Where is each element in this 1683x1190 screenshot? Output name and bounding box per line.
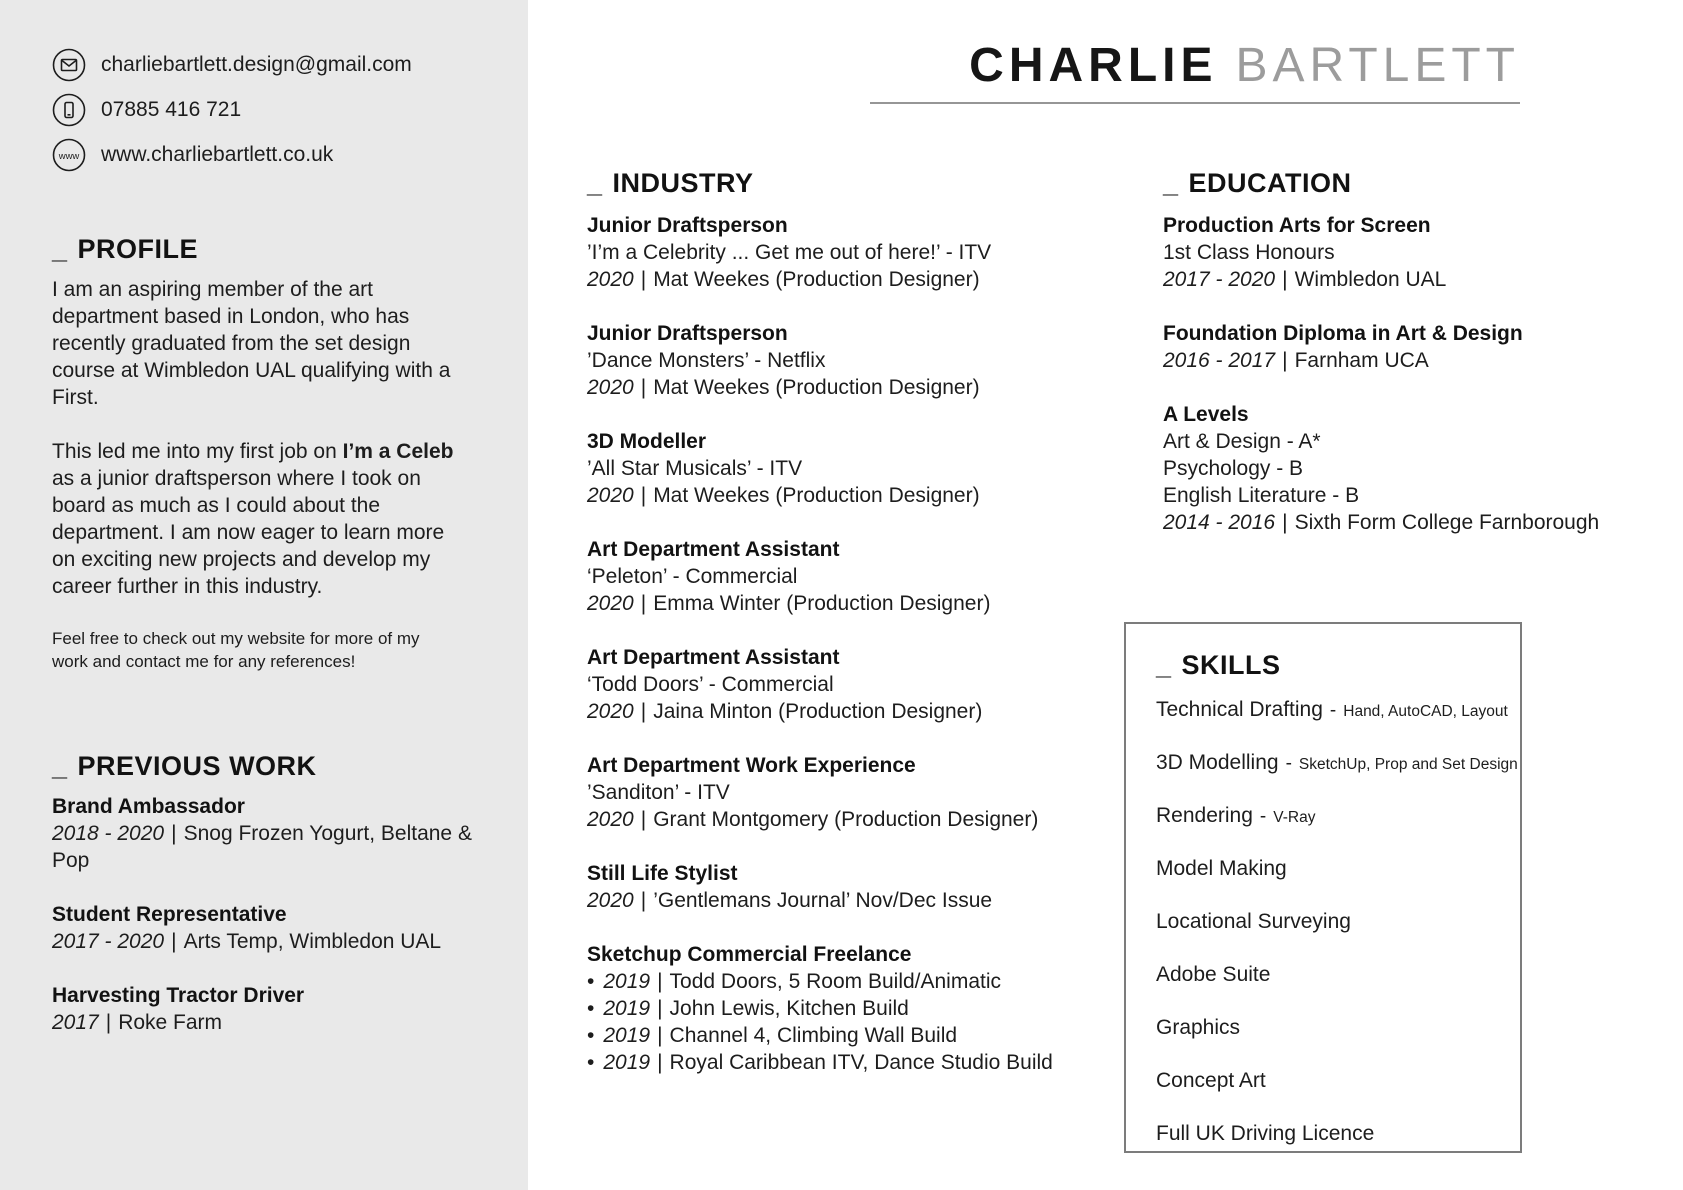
education-item [1163,320,1683,374]
credit-line [587,266,1087,293]
profile-section [52,234,484,673]
skill-item [1156,802,1520,831]
skill-detail: Hand, AutoCAD, Layout [1343,703,1508,720]
production-line: ‘Peleton’ - Commercial [587,565,798,588]
job-role: Student Representative [52,903,287,926]
credit-line [587,590,1087,617]
industry-item [587,644,1087,725]
production-line: ’Sanditon’ - ITV [587,781,730,804]
profile-para2-text: This led me into my first job on [52,440,343,463]
job-detail-line [52,1009,484,1036]
skill-detail: V-Ray [1273,809,1316,826]
job-year: 2019 [603,997,651,1020]
pipe-divider: | [640,484,647,507]
freelance-line [587,968,1087,995]
freelance-detail: Channel 4, Climbing Wall Build [669,1024,958,1047]
job-years: 2018 - 2020 [52,822,165,845]
skill-name: Graphics [1156,1016,1241,1039]
previous-work-title: PREVIOUS WORK [77,751,317,781]
pipe-divider: | [1282,349,1288,372]
freelance-detail: John Lewis, Kitchen Build [669,997,909,1020]
www-icon [52,138,86,172]
industry-item [587,860,1087,914]
industry-item [587,212,1087,293]
credit-line [587,887,1087,914]
institution: Sixth Form College Farnborough [1294,511,1600,534]
dash-divider: - [1259,806,1267,827]
sidebar [0,0,528,1190]
industry-item [587,320,1087,401]
contact-phone[interactable]: 07885 416 721 [101,98,242,121]
institution-line [1163,347,1683,374]
skill-detail: SketchUp, Prop and Set Design [1298,756,1518,773]
subject-line: Psychology - B [1163,457,1304,480]
skill-item [1156,961,1520,990]
job-credit: Grant Montgomery (Production Designer) [653,808,1039,831]
job-role: Harvesting Tractor Driver [52,984,305,1007]
industry-heading [587,168,1087,198]
skill-item [1156,1120,1520,1149]
job-credit: Emma Winter (Production Designer) [653,592,991,615]
freelance-line [587,1022,1087,1049]
job-role: Junior Draftsperson [587,214,788,237]
job-credit: Mat Weekes (Production Designer) [653,376,980,399]
skills-heading [1156,650,1520,680]
pipe-divider: | [640,376,647,399]
production-line: ‘Todd Doors’ - Commercial [587,673,834,696]
industry-item [587,428,1087,509]
job-org: Arts Temp, Wimbledon UAL [183,930,442,953]
job-role: Junior Draftsperson [587,322,788,345]
institution-line [1163,266,1683,293]
freelance-line [587,1049,1087,1076]
page-title [870,38,1520,94]
job-role: Art Department Work Experience [587,754,916,777]
dash-divider: - [1329,700,1337,721]
credit-line [587,698,1087,725]
bullet-icon: • [587,1024,595,1047]
job-credit: ’Gentlemans Journal’ Nov/Dec Issue [653,889,993,912]
previous-work-item [52,982,484,1036]
credit-line [587,482,1087,509]
job-year: 2019 [603,1051,651,1074]
qualification: Production Arts for Screen [1163,214,1431,237]
job-year: 2020 [587,268,634,291]
job-years: 2017 [52,1011,99,1034]
skill-name: Adobe Suite [1156,963,1271,986]
skill-item [1156,855,1520,884]
pipe-divider: | [657,997,663,1020]
job-role: Art Department Assistant [587,646,840,669]
pipe-divider: | [171,930,177,953]
job-credit: Mat Weekes (Production Designer) [653,484,980,507]
skill-name: Model Making [1156,857,1287,880]
skills-title: SKILLS [1181,650,1281,680]
pipe-divider: | [657,1051,663,1074]
profile-title: PROFILE [77,234,199,264]
education-title: EDUCATION [1188,168,1352,198]
pipe-divider: | [1282,511,1288,534]
credit-line [587,806,1087,833]
name-header [870,38,1520,104]
freelance-detail: Royal Caribbean ITV, Dance Studio Build [669,1051,1053,1074]
job-years: 2017 - 2020 [52,930,165,953]
pipe-divider: | [640,700,647,723]
previous-work-heading [52,751,484,781]
job-role: Brand Ambassador [52,795,245,818]
profile-paragraph-2 [52,438,462,600]
previous-work-item [52,793,484,874]
heading-underscore: _ [1156,650,1172,680]
job-year: 2019 [603,1024,651,1047]
profile-note: Feel free to check out my website for more of my work and contact me for any references! [52,629,420,671]
job-year: 2019 [603,970,651,993]
education-item [1163,401,1683,536]
qualification: Foundation Diploma in Art & Design [1163,322,1523,345]
pipe-divider: | [105,1011,112,1034]
education-heading [1163,168,1683,198]
profile-para2-bold: I’m a Celeb [342,440,454,463]
education-item [1163,212,1683,293]
job-role: Still Life Stylist [587,862,738,885]
pipe-divider: | [640,592,647,615]
heading-underscore: _ [52,751,68,781]
skill-name: 3D Modelling [1156,751,1279,774]
job-year: 2020 [587,889,634,912]
skill-name: Concept Art [1156,1069,1266,1092]
grade-line: 1st Class Honours [1163,241,1335,264]
skill-name: Locational Surveying [1156,910,1351,933]
production-line: ’I’m a Celebrity ... Get me out of here!’ - ITV [587,241,992,264]
production-line: ’All Star Musicals’ - ITV [587,457,803,480]
skill-name: Rendering [1156,804,1253,827]
job-credit: Mat Weekes (Production Designer) [653,268,980,291]
skill-item [1156,908,1520,937]
contact-website-row [52,138,484,172]
industry-item [587,536,1087,617]
job-detail-line [52,928,484,955]
industry-freelance-item [587,941,1087,1076]
contact-email[interactable]: charliebartlett.design@gmail.com [101,53,412,76]
pipe-divider: | [657,1024,663,1047]
job-year: 2020 [587,376,634,399]
industry-title: INDUSTRY [612,168,754,198]
skill-item [1156,696,1520,725]
skill-name: Technical Drafting [1156,698,1323,721]
contact-website[interactable]: www.charliebartlett.co.uk [101,143,334,166]
bullet-icon: • [587,997,595,1020]
last-name: BARTLETT [1235,39,1520,92]
header-rule [870,102,1520,104]
job-year: 2020 [587,484,634,507]
qualification: A Levels [1163,403,1249,426]
contact-phone-row [52,93,484,127]
pipe-divider: | [1282,268,1288,291]
dash-divider: - [1285,753,1292,774]
profile-paragraph-1: I am an aspiring member of the art department based in London, who has recently graduated from the set design course at Wimbledon UAL qualifying with a First. [52,278,451,409]
education-section [1163,168,1683,563]
job-role: Art Department Assistant [587,538,840,561]
phone-icon [52,93,86,127]
skill-item [1156,1014,1520,1043]
heading-underscore: _ [52,234,68,264]
job-year: 2020 [587,808,634,831]
industry-section [587,168,1087,1103]
freelance-detail: Todd Doors, 5 Room Build/Animatic [669,970,1002,993]
skills-section [1124,622,1522,1153]
profile-para2-text-after: as a junior draftsperson where I took on board as much as I could about the department. I am now eager to learn more on exciting new projects and develop my career further in this industry. [52,467,445,598]
svg-text:www: www [58,151,80,162]
skill-item [1156,1067,1520,1096]
heading-underscore: _ [587,168,603,198]
profile-heading [52,234,484,264]
heading-underscore: _ [1163,168,1179,198]
first-name: CHARLIE [969,39,1218,92]
subject-line: English Literature - B [1163,484,1360,507]
pipe-divider: | [640,268,647,291]
education-years: 2014 - 2016 [1163,511,1276,534]
pipe-divider: | [657,970,663,993]
job-org: Roke Farm [118,1011,223,1034]
skill-name: Full UK Driving Licence [1156,1122,1375,1145]
job-year: 2020 [587,592,634,615]
job-year: 2020 [587,700,634,723]
subject-line: Art & Design - A* [1163,430,1321,453]
industry-item [587,752,1087,833]
education-years: 2016 - 2017 [1163,349,1276,372]
production-line: ’Dance Monsters’ - Netflix [587,349,826,372]
pipe-divider: | [640,808,647,831]
bullet-icon: • [587,1051,595,1074]
freelance-line [587,995,1087,1022]
education-years: 2017 - 2020 [1163,268,1276,291]
institution-line [1163,509,1683,536]
previous-work-item [52,901,484,955]
job-role: 3D Modeller [587,430,707,453]
job-org: Snog Frozen Yogurt, Beltane & Pop [52,822,472,872]
institution: Wimbledon UAL [1294,268,1447,291]
institution: Farnham UCA [1294,349,1429,372]
job-role: Sketchup Commercial Freelance [587,943,912,966]
pipe-divider: | [171,822,177,845]
pipe-divider: | [640,889,647,912]
job-credit: Jaina Minton (Production Designer) [653,700,983,723]
skill-item [1156,749,1520,778]
bullet-icon: • [587,970,595,993]
job-detail-line [52,820,484,874]
contact-email-row [52,48,484,82]
envelope-icon [52,48,86,82]
credit-line [587,374,1087,401]
previous-work-section [52,751,484,1036]
